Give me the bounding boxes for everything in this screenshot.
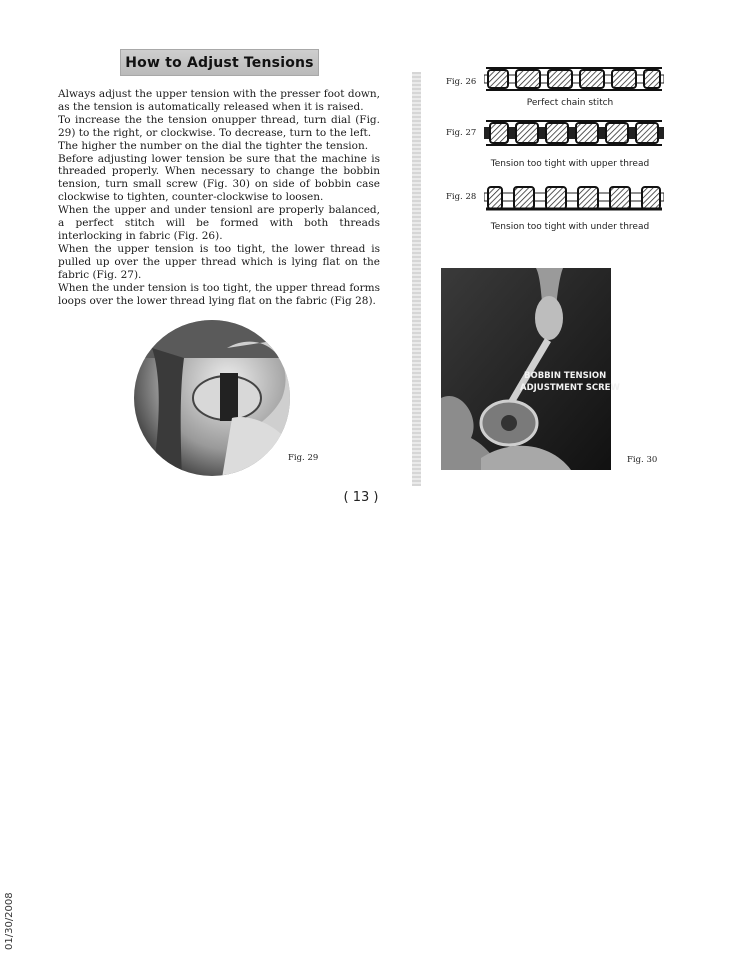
date-stamp: 01/30/2008 xyxy=(4,892,15,950)
paragraph: The higher the number on the dial the tighter the tension. xyxy=(58,139,369,152)
fig-29-tension-dial-photo xyxy=(132,318,292,478)
fig-27-stitch-diagram xyxy=(484,118,664,148)
paragraph: To increase the the tension onupper thread, turn dial (Fig. 29) to the right, or clockwise. To decrease, turn to the left. xyxy=(58,113,380,139)
section-title-box xyxy=(120,49,319,76)
fig-28-label: Fig. 28 xyxy=(446,192,477,202)
fig-26-caption: Perfect chain stitch xyxy=(526,98,614,108)
screw-label-line1: BOBBIN TENSION xyxy=(524,371,607,381)
screw-label-line2: ADJUSTMENT SCREW xyxy=(520,383,620,393)
page-number: ( 13 ) xyxy=(343,490,379,505)
paragraph: When the upper tension is too tight, the lower thread is pulled up over the upper thread which is lying flat on the fabric (Fig. 27). xyxy=(58,242,380,281)
fig-26-stitch-diagram xyxy=(484,64,664,94)
section-title: How to Adjust Tensions xyxy=(125,54,314,71)
fig-27-caption: Tension too tight with upper thread xyxy=(490,159,650,169)
column-divider xyxy=(412,72,421,486)
fig-28-caption: Tension too tight with under thread xyxy=(490,222,650,232)
paragraph: Before adjusting lower tension be sure that the machine is threaded properly. When necessary to change the bobbin tension, turn small screw (Fig. 30) on side of bobbin case clockwise to tighten, counter-clockwise to loosen. xyxy=(58,152,380,204)
instructions-text xyxy=(58,88,380,307)
paragraph: When the upper and under tensionl are properly balanced, a perfect stitch will be formed with both threads interlocking in fabric (Fig. 26). xyxy=(58,204,380,242)
fig-27-label: Fig. 27 xyxy=(446,128,477,138)
fig-30-bobbin-case-photo xyxy=(441,268,611,470)
fig-29-label: Fig. 29 xyxy=(288,453,319,463)
fig-30-label: Fig. 30 xyxy=(627,455,658,465)
fig-26-label: Fig. 26 xyxy=(446,77,477,87)
fig-28-stitch-diagram xyxy=(484,181,664,213)
paragraph: When the under tension is too tight, the upper thread forms loops over the lower thread lying flat on the fabric (Fig 28). xyxy=(58,281,380,307)
paragraph: Always adjust the upper tension with the presser foot down, as the tension is automatically released when it is raised. xyxy=(58,88,380,113)
